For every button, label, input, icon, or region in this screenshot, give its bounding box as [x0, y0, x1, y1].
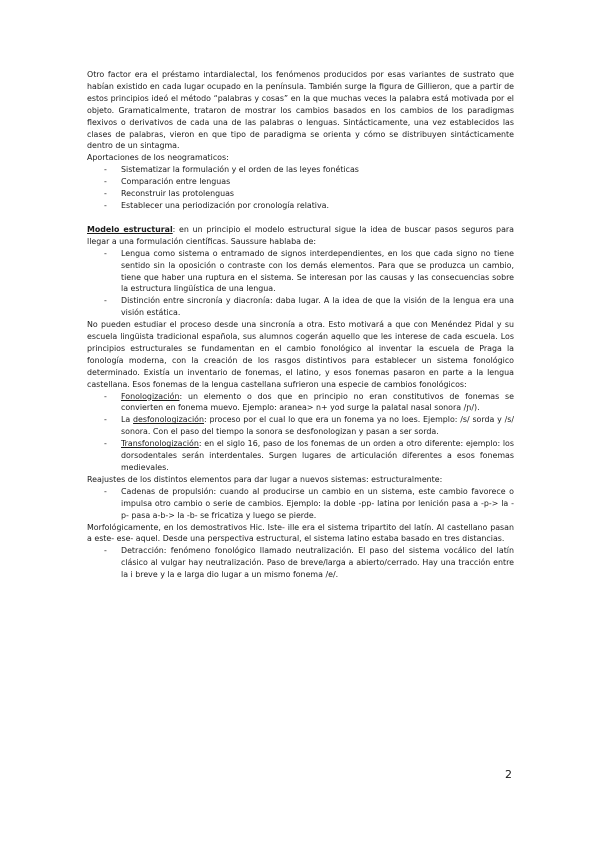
list-item: - Cadenas de propulsión: cuando al producirse un cambio en un sistema, este cambio favorece o impulsa otro cambio o serie de cambios. Ejemplo: la doble -pp- latina por lenición pasa a -p-> la -p- pasa a-b-> la -b- se fricatiza y luego se pierde. — [87, 486, 514, 522]
list-item: - Distinción entre sincronía y diacronía: daba lugar. A la idea de que la visión de la lengua era una visión estática. — [87, 295, 514, 319]
list-item: - Lengua como sistema o entramado de signos interdependientes, en los que cada signo no tiene sentido sin la oposición o contraste con los demás elementos. Para que se produzca un cambio, tiene que haber una ruptura en el sistema. Se interesan por las causas y las consecuencias sobre la estructura lingüística de una lengua. — [87, 248, 514, 296]
paragraph-morfologia: Morfológicamente, en los demostrativos Hic. Iste- ille era el sistema tripartito del latín. Al castellano pasan a este- ese- aquel. Desde una perspectiva estructural, el sistema latino estaba basado en tres distancias. — [87, 522, 514, 544]
list-item — [87, 438, 514, 474]
list-item: - Sistematizar la formulación y el orden de las leyes fonéticas — [87, 164, 514, 176]
neogramaticos-list — [87, 164, 514, 212]
reajustes-list — [87, 486, 514, 522]
detraccion-list — [87, 545, 514, 581]
list-item — [87, 391, 514, 415]
paragraph-sincronia: No pueden estudiar el proceso desde una sincronía a otra. Esto motivará a que con Menéndez Pidal y su escuela lingüista tradicional española, sus alumnos cogerán aquello que les interese de cada escuela. Los principios estructurales se fundamentan en el cambio fonológico al inventar la escuela de Praga la fonología moderna, con la creación de los rasgos distintivos para establecer un sistema fonológico determinado. Existía un inventario de fonemas, el latino, y esos fonemas pasaron en parte a la lengua castellana. Esos fonemas de la lengua castellana sufrieron una especie de cambios fonológicos: — [87, 320, 514, 389]
term-prefix: La — [121, 415, 134, 425]
list-item: - Establecer una periodización por cronología relativa. — [87, 200, 514, 212]
term-transfonologizacion: Transfonologización — [121, 439, 199, 449]
page-content — [87, 69, 514, 581]
spacer — [87, 212, 514, 224]
list-item: - Reconstruir las protolenguas — [87, 188, 514, 200]
definition-text: : proceso por el cual lo que era un fonema ya no loes. Ejemplo: /s/ sorda y /s/ sonora. Con el paso del tiempo la sonora se desfonologizan y pasan a ser sorda. — [121, 415, 515, 437]
cambios-fonologicos-list — [87, 391, 514, 474]
paragraph-prestamo: Otro factor era el préstamo intardialectal, los fenómenos producidos por esas variantes de sustrato que habían existido en cada lugar ocupado en la península. También surge la figura de Gillieron, que a partir de estos principios ideó el método “palabras y cosas” en la que muchas veces la palabra está motivada por el objeto. Gramaticalmente, trataron de mostrar los cambios basados en los cambios de los paradigmas flexivos o derivativos de cada una de las palabras o lenguas. Sintácticamente, una vez establecidos las clases de palabras, vieron en que tipo de paradigma se orienta y cómo se distribuyen sintácticamente dentro de un sintagma. — [87, 70, 514, 151]
modelo-estructural-heading: Modelo estructural — [87, 224, 173, 234]
modelo-estructural-paragraph — [87, 224, 514, 248]
definition-text: : un elemento o dos que en principio no eran constitutivos de fonemas se convierten en fonema muevo. Ejemplo: aranea> n+ yod surge la palatal nasal sonora /ɲ/). — [121, 391, 514, 413]
list-item: - Comparación entre lenguas — [87, 176, 514, 188]
list-item — [87, 414, 514, 438]
term-desfonologizacion: desfonologización — [133, 415, 204, 425]
neogramaticos-intro: Aportaciones de los neogramaticos: — [87, 153, 229, 163]
page-number: 2 — [505, 768, 512, 781]
term-fonologizacion: Fonologización — [121, 391, 180, 401]
list-item: - Detracción: fenómeno fonológico llamado neutralización. El paso del sistema vocálico del latín clásico al vulgar hay neutralización. Paso de breve/larga a abierto/cerrado. Hay una tracción entre la i breve y la e larga dio lugar a un mismo fonema /e/. — [87, 545, 514, 581]
definition-text: : en el siglo 16, paso de los fonemas de un orden a otro diferente: ejemplo: los dorsodentales serán interdentales. Surgen lugares de articulación diferentes a esos fonemas medievales. — [121, 439, 514, 472]
saussure-list — [87, 248, 514, 319]
reajustes-intro: Reajustes de los distintos elementos para dar lugar a nuevos sistemas: estructuralmente: — [87, 474, 443, 484]
modelo-estructural-text: : en un principio el modelo estructural sigue la idea de buscar pasos seguros para llegar a una formulación científicas. Saussure hablaba de: — [87, 224, 514, 246]
